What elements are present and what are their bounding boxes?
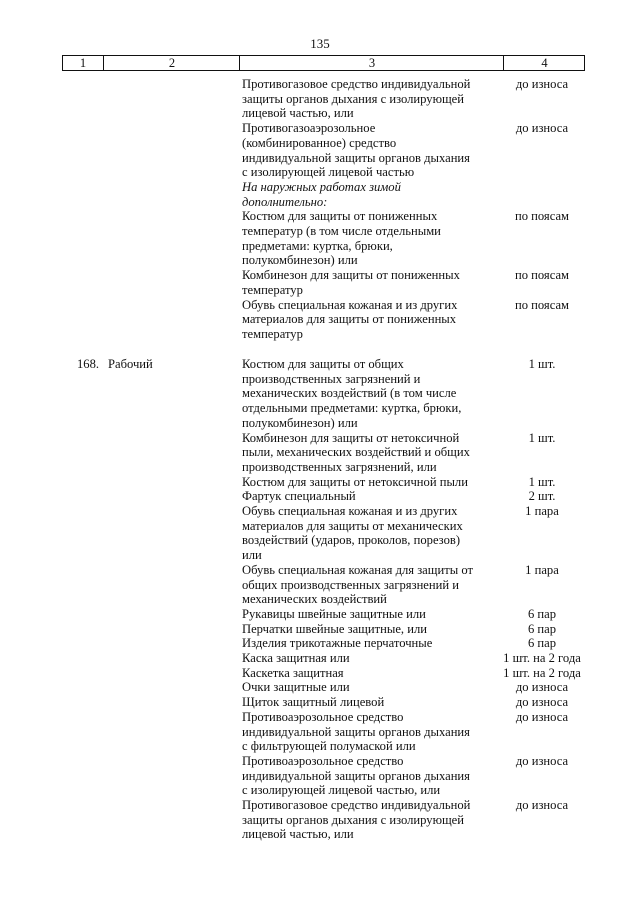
ppe-item-line: Каска защитная или: [242, 651, 350, 665]
ppe-item-line: Противогазовое средство индивидуальной: [242, 798, 471, 812]
ppe-item: [242, 607, 517, 622]
ppe-item-line: материалов для защиты от механических: [242, 518, 463, 533]
ppe-item-line: полукомбинезон) или: [242, 253, 358, 268]
ppe-item-line: температур: [242, 282, 303, 297]
issue-norm: 1 пара: [525, 562, 559, 577]
ppe-item-line: лицевой частью, или: [242, 106, 354, 121]
issue-norm: до износа: [515, 709, 569, 724]
ppe-item-line: Костюм для защиты от пониженных: [242, 209, 438, 224]
ppe-item-line: пыли, механических воздействий и общих: [242, 445, 470, 460]
issue-norm: 6 пар: [527, 606, 557, 621]
ppe-item: [242, 636, 517, 651]
issue-norm: до износа: [515, 798, 569, 812]
issue-norm: 1 шт.: [528, 357, 556, 371]
ppe-item: [242, 180, 517, 209]
ppe-item-line: Комбинезон для защиты от пониженных: [242, 268, 460, 283]
ppe-item: [242, 431, 517, 475]
ppe-item-line: температур (в том числе отдельными: [242, 224, 441, 238]
ppe-item: [242, 77, 517, 121]
issue-norm: по поясам: [514, 297, 570, 312]
ppe-item-line: полукомбинезон) или: [242, 415, 358, 430]
ppe-item-line: отдельными предметами: куртка, брюки,: [242, 401, 462, 416]
ppe-item: [242, 268, 517, 297]
ppe-item: [242, 798, 517, 842]
ppe-item-line: Перчатки швейные защитные, или: [242, 621, 427, 636]
ppe-item: [242, 651, 517, 666]
issue-norm: 2 шт.: [528, 489, 556, 504]
ppe-item-line: На наружных работах зимой: [242, 179, 401, 194]
ppe-item: [242, 695, 517, 710]
ppe-item-line: (комбинированное) средство: [242, 135, 397, 150]
issue-norm: 1 пара: [525, 504, 559, 518]
ppe-item-line: общих производственных загрязнений и: [242, 577, 460, 592]
issue-norm: 1 шт. на 2 года: [503, 651, 581, 665]
issue-norm: по поясам: [514, 209, 570, 224]
issue-norm: до износа: [515, 695, 569, 710]
ppe-item-line: механических воздействий: [242, 592, 387, 607]
ppe-item-line: Противогазовое средство индивидуальной: [242, 77, 471, 91]
ppe-item: [242, 622, 517, 637]
issue-norm: 1 шт.: [528, 474, 556, 489]
ppe-item-line: Противоаэрозольное средство: [242, 753, 404, 768]
page-number: 135: [310, 36, 330, 51]
ppe-item: [242, 489, 517, 504]
ppe-item: [242, 563, 517, 607]
ppe-item: [242, 475, 517, 490]
ppe-item: [242, 357, 517, 431]
issue-norm: до износа: [515, 121, 569, 136]
ppe-item-line: индивидуальной защиты органов дыхания: [242, 768, 470, 783]
ppe-item-line: производственных загрязнений, или: [242, 459, 437, 474]
ppe-item-line: с изолирующей лицевой частью, или: [242, 783, 441, 798]
ppe-item-line: индивидуальной защиты органов дыхания: [242, 724, 470, 739]
ppe-item-line: материалов для защиты от пониженных: [242, 312, 457, 327]
ppe-item-line: лицевой частью, или: [242, 827, 354, 842]
ppe-item: [242, 754, 517, 798]
ppe-item-line: Фартук специальный: [242, 489, 356, 504]
ppe-item-line: температур: [242, 326, 303, 341]
ppe-item-line: Обувь специальная кожаная и из других: [242, 297, 458, 312]
ppe-item: [242, 666, 517, 681]
issue-norm: до износа: [515, 77, 569, 91]
issue-norm: 6 пар: [527, 636, 557, 651]
ppe-item-line: Комбинезон для защиты от нетоксичной: [242, 430, 460, 445]
ppe-item-line: Костюм для защиты от общих: [242, 357, 404, 371]
ppe-item-line: защиты органов дыхания с изолирующей: [242, 812, 465, 827]
issue-norm: 6 пар: [527, 621, 557, 636]
ppe-item: [242, 504, 517, 563]
column-header-2: 2: [103, 56, 240, 70]
ppe-item-line: Щиток защитный лицевой: [242, 695, 385, 710]
ppe-item-line: индивидуальной защиты органов дыхания: [242, 150, 470, 165]
ppe-item: [242, 298, 517, 342]
ppe-item-line: или: [242, 548, 262, 563]
ppe-item-line: производственных загрязнений и: [242, 371, 421, 386]
ppe-item-line: дополнительно:: [242, 194, 328, 209]
issue-norm: до износа: [515, 680, 569, 695]
ppe-item-line: Очки защитные или: [242, 680, 350, 695]
ppe-item: [242, 680, 517, 695]
ppe-item-line: Изделия трикотажные перчаточные: [242, 636, 433, 651]
ppe-item-line: Каскетка защитная: [242, 665, 344, 680]
ppe-item: [242, 209, 517, 268]
ppe-item-line: предметами: куртка, брюки,: [242, 238, 393, 253]
issue-norm: 1 шт. на 2 года: [503, 665, 581, 680]
column-header-3: 3: [239, 56, 504, 70]
ppe-item-line: Противоаэрозольное средство: [242, 709, 404, 724]
issue-norm: до износа: [515, 753, 569, 768]
issue-norm: по поясам: [514, 268, 570, 283]
ppe-item: [242, 710, 517, 754]
ppe-item-line: Противогазоаэрозольное: [242, 121, 376, 136]
column-header-row: [62, 55, 585, 71]
ppe-item-line: Обувь специальная кожаная и из других: [242, 504, 458, 518]
row-number: 168.: [77, 357, 100, 371]
ppe-item-line: с фильтрующей полумаской или: [242, 739, 416, 754]
ppe-item-line: Рукавицы швейные защитные или: [242, 606, 426, 621]
profession-title: Рабочий: [108, 357, 153, 371]
ppe-item: [242, 121, 517, 180]
column-header-1: 1: [79, 56, 87, 70]
issue-norm: 1 шт.: [528, 430, 556, 445]
ppe-item-line: механических воздействий (в том числе: [242, 386, 457, 401]
ppe-item-line: воздействий (ударов, проколов, порезов): [242, 533, 461, 548]
ppe-item-line: Обувь специальная кожаная для защиты от: [242, 562, 473, 577]
column-header-4: 4: [503, 56, 585, 70]
ppe-item-line: с изолирующей лицевой частью: [242, 165, 415, 180]
ppe-item-line: Костюм для защиты от нетоксичной пыли: [242, 474, 468, 489]
ppe-item-line: защиты органов дыхания с изолирующей: [242, 91, 465, 106]
